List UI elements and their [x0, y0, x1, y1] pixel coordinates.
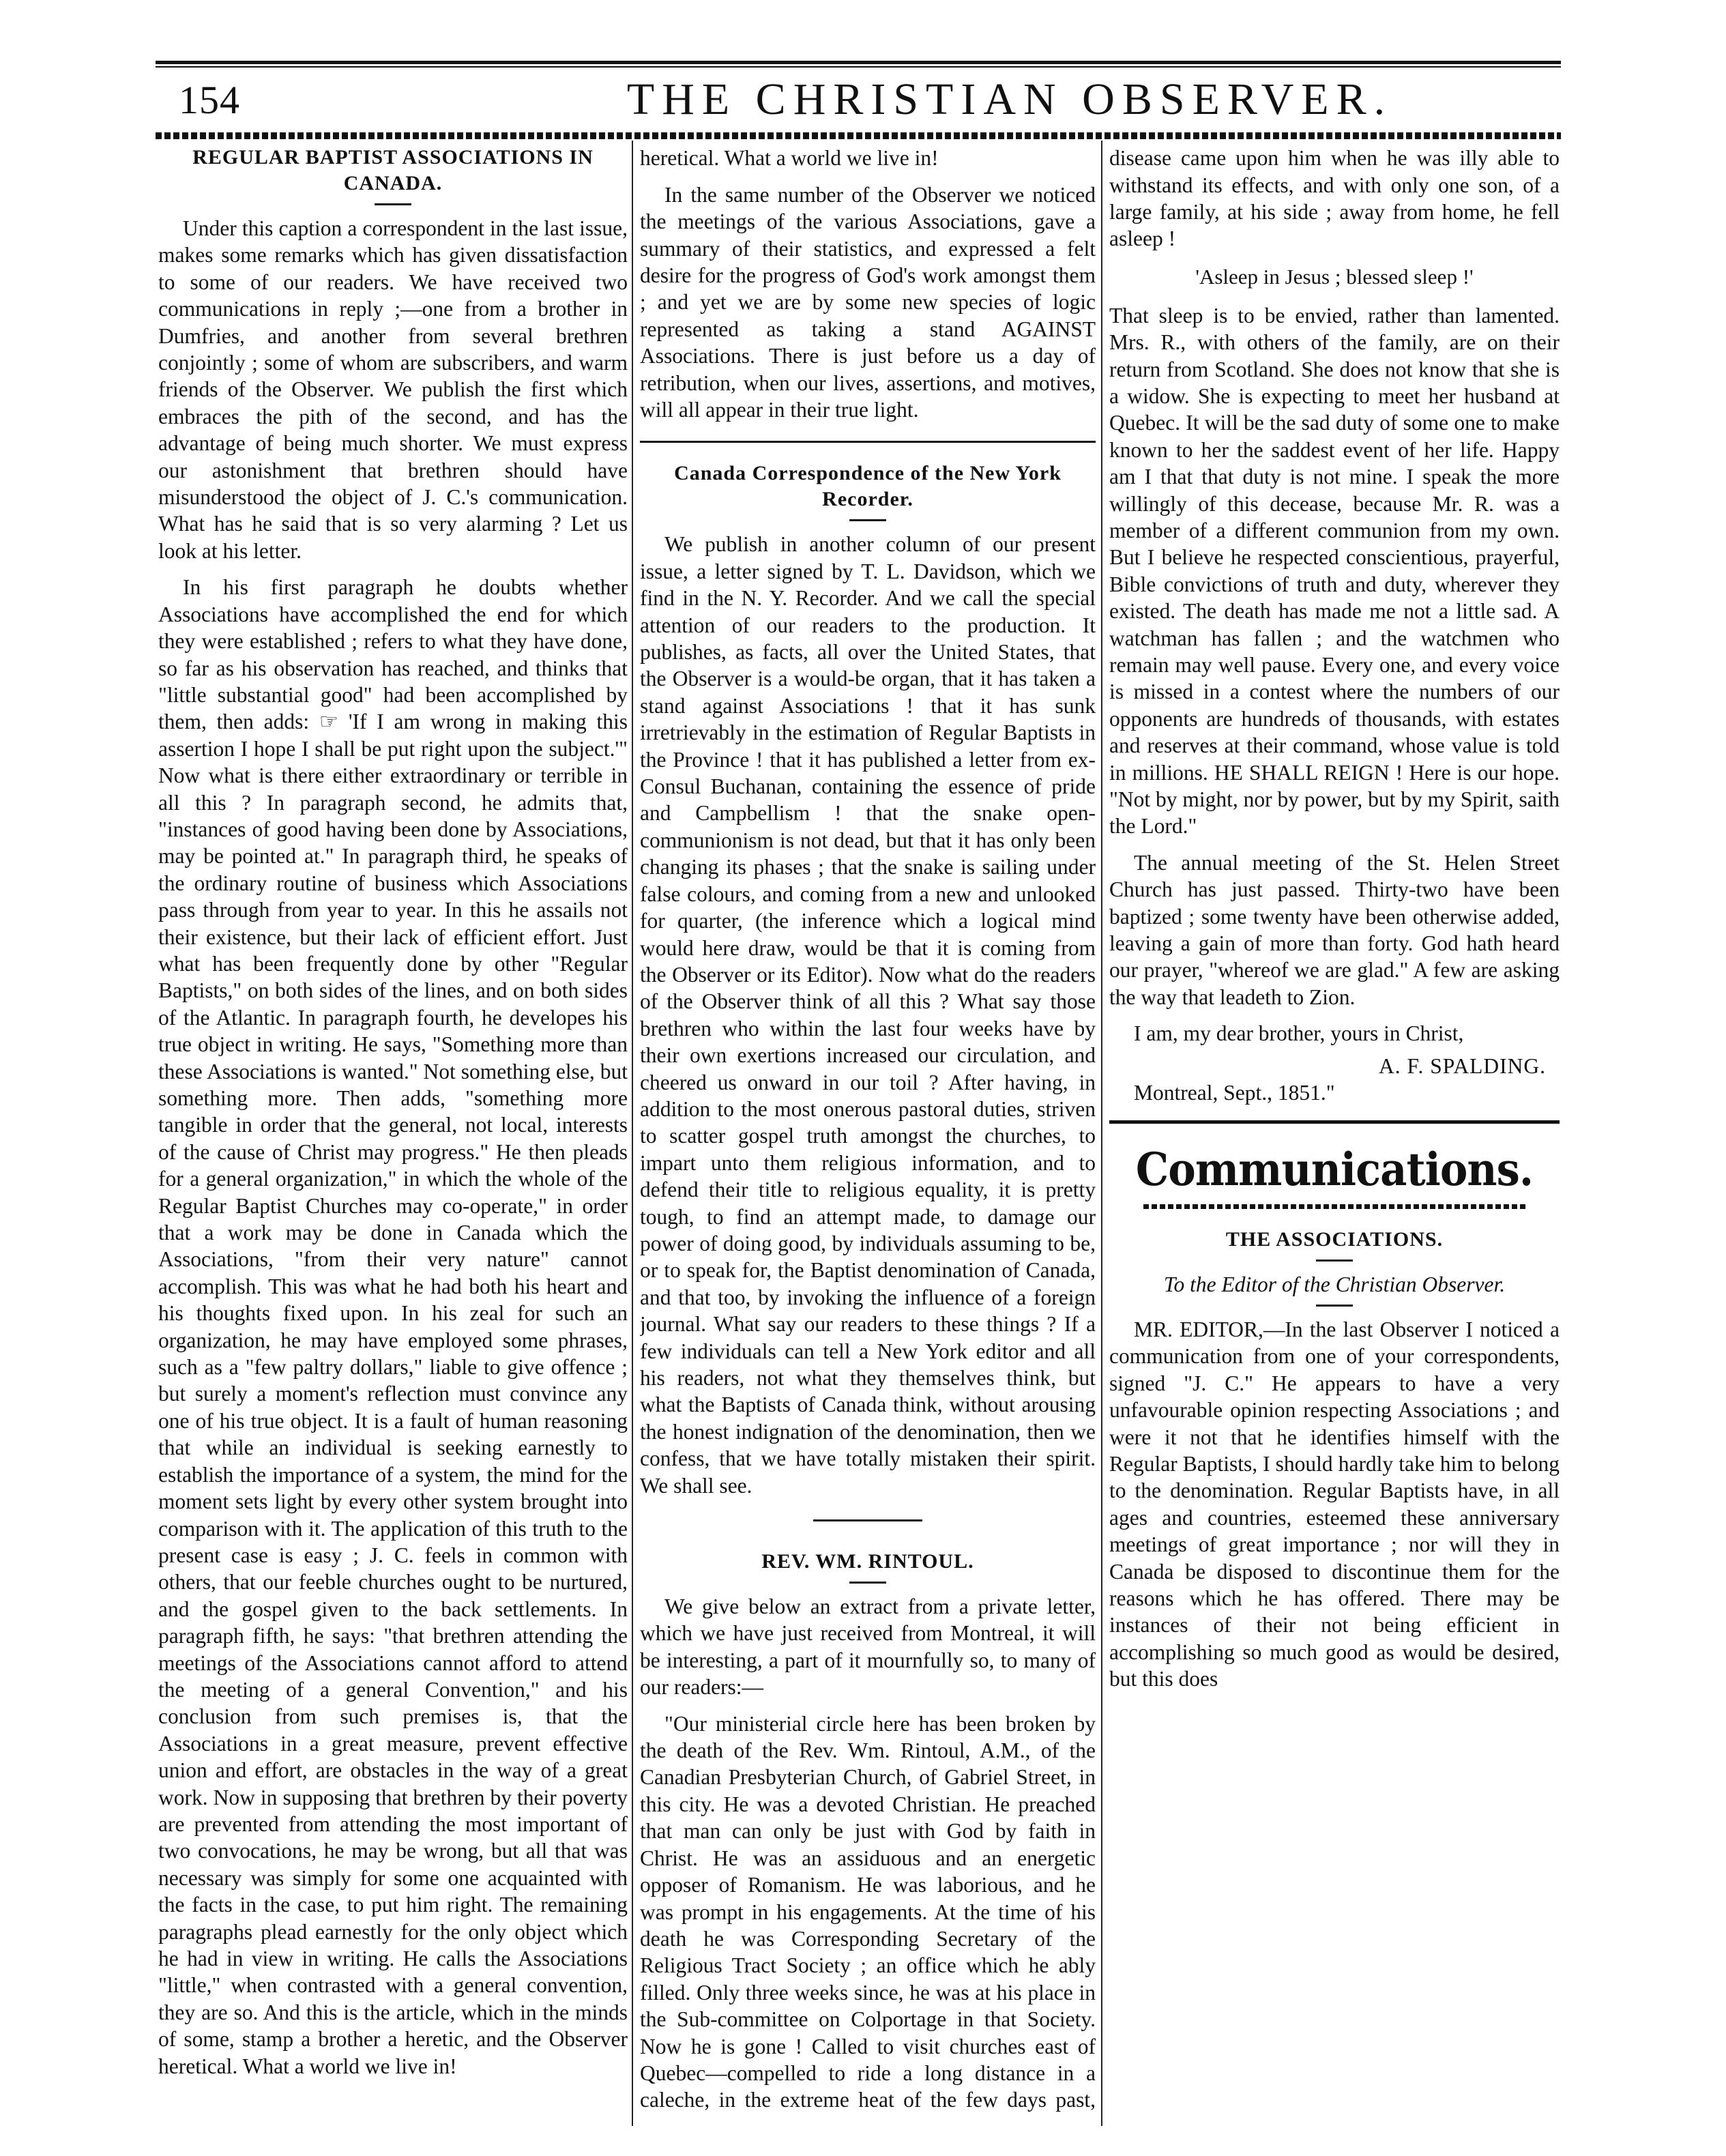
- section-rule: [640, 441, 1096, 443]
- top-double-rule: [156, 59, 1561, 70]
- column-2-continuation: [640, 145, 1096, 2114]
- article-paragraph: We publish in another column of our present issue, a letter signed by T. L. Davidson, which we find in the N. Y. Recorder. And we call the special attention of our readers to the production. It publishes, as facts, all over the United States, that the Observer is a would-be organ, that it has taken a stand against Associations ! that it has sunk irretrievably in the estimation of Regular Baptists in the Province ! that it has published a letter from ex-Consul Buchanan, containing the essence of pride and Campbellism ! that the snake open-communionism is not dead, but that it has only been changing its phases ; that the snake is sailing under false colours, and coming from a new and unlooked for quarter, (the inference which a logical mind would here draw, would be that it is coming from the Observer or its Editor). Now what do the readers of the Observer think of all this ? What say those brethren who within the last four weeks have by their own exertions increased our circulation, and cheered us onward in our toil ? After having, in addition to the most onerous pastoral duties, striven to scatter gospel truth amongst the churches, to impart unto them religious information, and to defend their title to religious equality, it is pretty tough, to find an attempt made, to damage our power of doing good, by individuals assuming to be, or to speak for, the Baptist denomination of Canada, and that too, by invoking the influence of a foreign journal. What say our readers to these things ? If a few individuals can tell a New York editor and all his readers, not what they themselves think, but what the Baptists of Canada think, without arousing the honest indignation of the denomination, then we confess, that we have totally mistaken their spirit. We shall see.: [640, 532, 1096, 1498]
- letter-continuation-window: [1109, 145, 1560, 252]
- page-number: 154: [179, 78, 240, 122]
- letter-closing: I am, my dear brother, yours in Christ,: [1134, 1021, 1464, 1046]
- paragraph-continuation-inner: [640, 145, 1096, 172]
- article-title: REV. WM. RINTOUL.: [761, 1550, 974, 1573]
- article-title: THE ASSOCIATIONS.: [1225, 1227, 1444, 1251]
- title-dash: [849, 1582, 886, 1584]
- section-double-rule: [1109, 1120, 1560, 1124]
- section-rule-short: [813, 1519, 922, 1521]
- top-rule-thin: [156, 66, 1561, 68]
- letter-paragraph-continued: disease came upon him when he was illy able to withstand its effects, and with only one son, of a large family, at his side ; away from home, he fell asleep !: [1109, 146, 1560, 251]
- letter-paragraph: That sleep is to be envied, rather than lamented. Mrs. R., with others of the family, are on their return from Scotland. She does not know that she is a widow. She is expecting to meet her husband at Quebec. It will be the sad duty of some one to make known to her the saddest event of her life. Happy am I that that duty is not mine. I speak the more willingly of this decease, because Mr. R. was a member of a different communion from my own. But I believe he respected conscientious, prayerful, Bible convictions of truth and duty, wherever they existed. The death has made me not a little sad. A watchman has fallen ; and the watchmen who remain may well pause. Every one, and every voice is missed in a contest where the numbers of our opponents are hundreds of thousands, with estates and reserves at their command, whose value is told in millions. HE SHALL REIGN ! Here is our hope. "Not by might, nor by power, but by my Spirit, saith the Lord.": [1109, 303, 1560, 839]
- article-title: Canada Correspondence of the New York Recorder.: [674, 462, 1062, 511]
- paragraph-continuation-window: [640, 145, 1096, 172]
- top-rule-thick: [156, 61, 1561, 64]
- letter-paragraph: The annual meeting of the St. Helen Street Church has just passed. Thirty-two have been baptized ; some twenty have been otherwise added, leaving a gain of more than forty. God hath heard our prayer, "whereof we are glad." A few are asking the way that leadeth to Zion.: [1109, 850, 1560, 1009]
- article-paragraph: Under this caption a correspondent in the last issue, makes some remarks which has given dissatisfaction to some of our readers. We have received two communications in reply ;—one from a brother in Dumfries, and another from several brethren conjointly ; some of whom are subscribers, and warm friends of the Observer. We publish the first which embraces the pith of the second, and has the advantage of being much shorter. We must express our astonishment that brethren should have misunderstood the object of J. C.'s communication. What has he said that is so very alarming ? Let us look at his letter.: [158, 216, 628, 563]
- column-divider-2: [1101, 141, 1102, 2126]
- masthead-wavy-rule: [156, 132, 1561, 139]
- letter-continuation-inner: [1109, 145, 1560, 252]
- letter-paragraph: "Our ministerial circle here has been broken by the death of the Rev. Wm. Rintoul, A.M., of the Canadian Presbyterian Church, of Gabriel Street, in this city. He was a devoted Christian. He preached that man can only be just with God by faith in Christ. He was an assiduous and an energetic opposer of Romanism. He was laborious, and he was prompt in his engagements. At the time of his death he was Corresponding Secretary of the Religious Tract Society ; an office which he ably filled. Only three weeks since, he was at his place in the Sub-committee on Colportage in that Society. Now he is gone ! Called to visit churches east of Quebec—compelled to ride a long distance in a caleche, in the extreme heat of the few days past,: [640, 1711, 1096, 2112]
- column-2: [640, 145, 1096, 2114]
- title-dash: [375, 203, 411, 205]
- article-title-line2: CANADA.: [343, 172, 443, 194]
- article-paragraph: In the same number of the Observer we noticed the meetings of the various Associations, gave a summary of their statistics, and expressed a felt desire for the progress of God's work amongst them ; and yet we are by some new species of logic represented as taking a stand AGAINST Associations. There is just before us a day of retribution, when our lives, assertions, and motives, will all appear in their true light.: [640, 182, 1096, 422]
- title-dash: [1316, 1259, 1353, 1262]
- article-paragraph: We give below an extract from a private letter, which we have just received from Montreal, it will be interesting, a part of it mournfully so, to many of our readers:—: [640, 1594, 1096, 1700]
- column-3-continuation: [1109, 145, 1560, 1693]
- dateline: Montreal, Sept., 1851.": [1134, 1081, 1335, 1105]
- article-title-line1: REGULAR BAPTIST ASSOCIATIONS IN: [192, 146, 594, 169]
- column-divider-1: [632, 141, 633, 2126]
- letter-paragraph: MR. EDITOR,—In the last Observer I noticed a communication from one of your correspondents, signed "J. C." He appears to have a very unfavourable opinion respecting Associations ; and were it not that he identifies himself with the Regular Baptists, I should hardly take him to belong to the denomination. Regular Baptists have, in all ages and countries, esteemed these anniversary meetings of great importance ; nor will they in Canada be disposed to discontinue them for the reasons which he has offered. There may be instances of their not being efficient in accomplishing so much good as would be desired, but this does: [1109, 1317, 1560, 1691]
- article-paragraph: In his first paragraph he doubts whether Associations have accomplished the end for which they were established ; refers to what they have done, so far as his observation has reached, and thinks that "little substantial good" had been accomplished by them, then adds: ☞ 'If I am wrong in making this assertion I hope I shall be put right upon the subject.'" Now what is there either extraordinary or terrible in all this ? In paragraph second, he admits that, "instances of good having been done by Associations, may be pointed at." In paragraph third, he speaks of the ordinary routine of business which Associations pass through from year to year. In this he assails not their existence, but their lack of efficient effort. Just what has been frequently done by other "Regular Baptists," on both sides of the lines, and on both sides of the Atlantic. In paragraph fourth, he developes his true object in writing. He says, "Something more than these Associations is wanted." Not something else, but something more. Then adds, "something more tangible in order that the general, not local, interests of the cause of Christ may progress." He then pleads for a general organization," in which the whole of the Regular Baptist Churches may co-operate," in order that a work may be done in Canada which the Associations, "from their very nature" cannot accomplish. This was what he had both his heart and his thoughts fixed upon. In his zeal for such an organization, he may have employed some phrases, such as a "few paltry dollars," liable to give offence ; but surely a moment's reflection must convince any one of his true object. It is a fault of human reasoning that while an individual is seeking earnestly to establish the importance of a system, the mind for the moment sets light by every other system brought into comparison with it. The application of this truth to the present case is easy ; J. C. feels in common with others, that our feeble churches ought to be nurtured, and the gospel given to the back settlements. In paragraph fifth, he says: "that brethren attending the meetings of the Associations cannot afford to attend the meeting of a general Convention," and his conclusion from such premises is, that the Associations in a great measure, prevent effective union and effort, are obstacles in the way of a great work. Now in supposing that brethren by their poverty are prevented from attending the most important of two convocations, he may be wrong, but all that was necessary was simply for some one acquainted with the facts in the case, to put him right. The remaining paragraphs plead earnestly for the only object which he had in view in writing. He calls the Associations "little," when contrasted with a general convention, they are so. And this is the article, which in the minds of some, stamp a brother a heretic, and the Observer heretical. What a world we live in!: [158, 575, 628, 2078]
- communications-heading: Communications.: [1135, 1142, 1534, 1196]
- editor-address: To the Editor of the Christian Observer.: [1163, 1272, 1506, 1296]
- communications-wavy-rule: [1143, 1204, 1525, 1209]
- column-3: [1109, 145, 1560, 2123]
- signature: A. F. SPALDING.: [1379, 1053, 1546, 1078]
- column-1: [158, 145, 628, 2106]
- title-dash: [1316, 1305, 1353, 1307]
- block-quote: 'Asleep in Jesus ; blessed sleep !': [1195, 264, 1474, 289]
- article-paragraph-continued: heretical. What a world we live in!: [640, 146, 939, 171]
- title-dash: [849, 519, 886, 521]
- masthead-title: THE CHRISTIAN OBSERVER.: [626, 74, 1393, 124]
